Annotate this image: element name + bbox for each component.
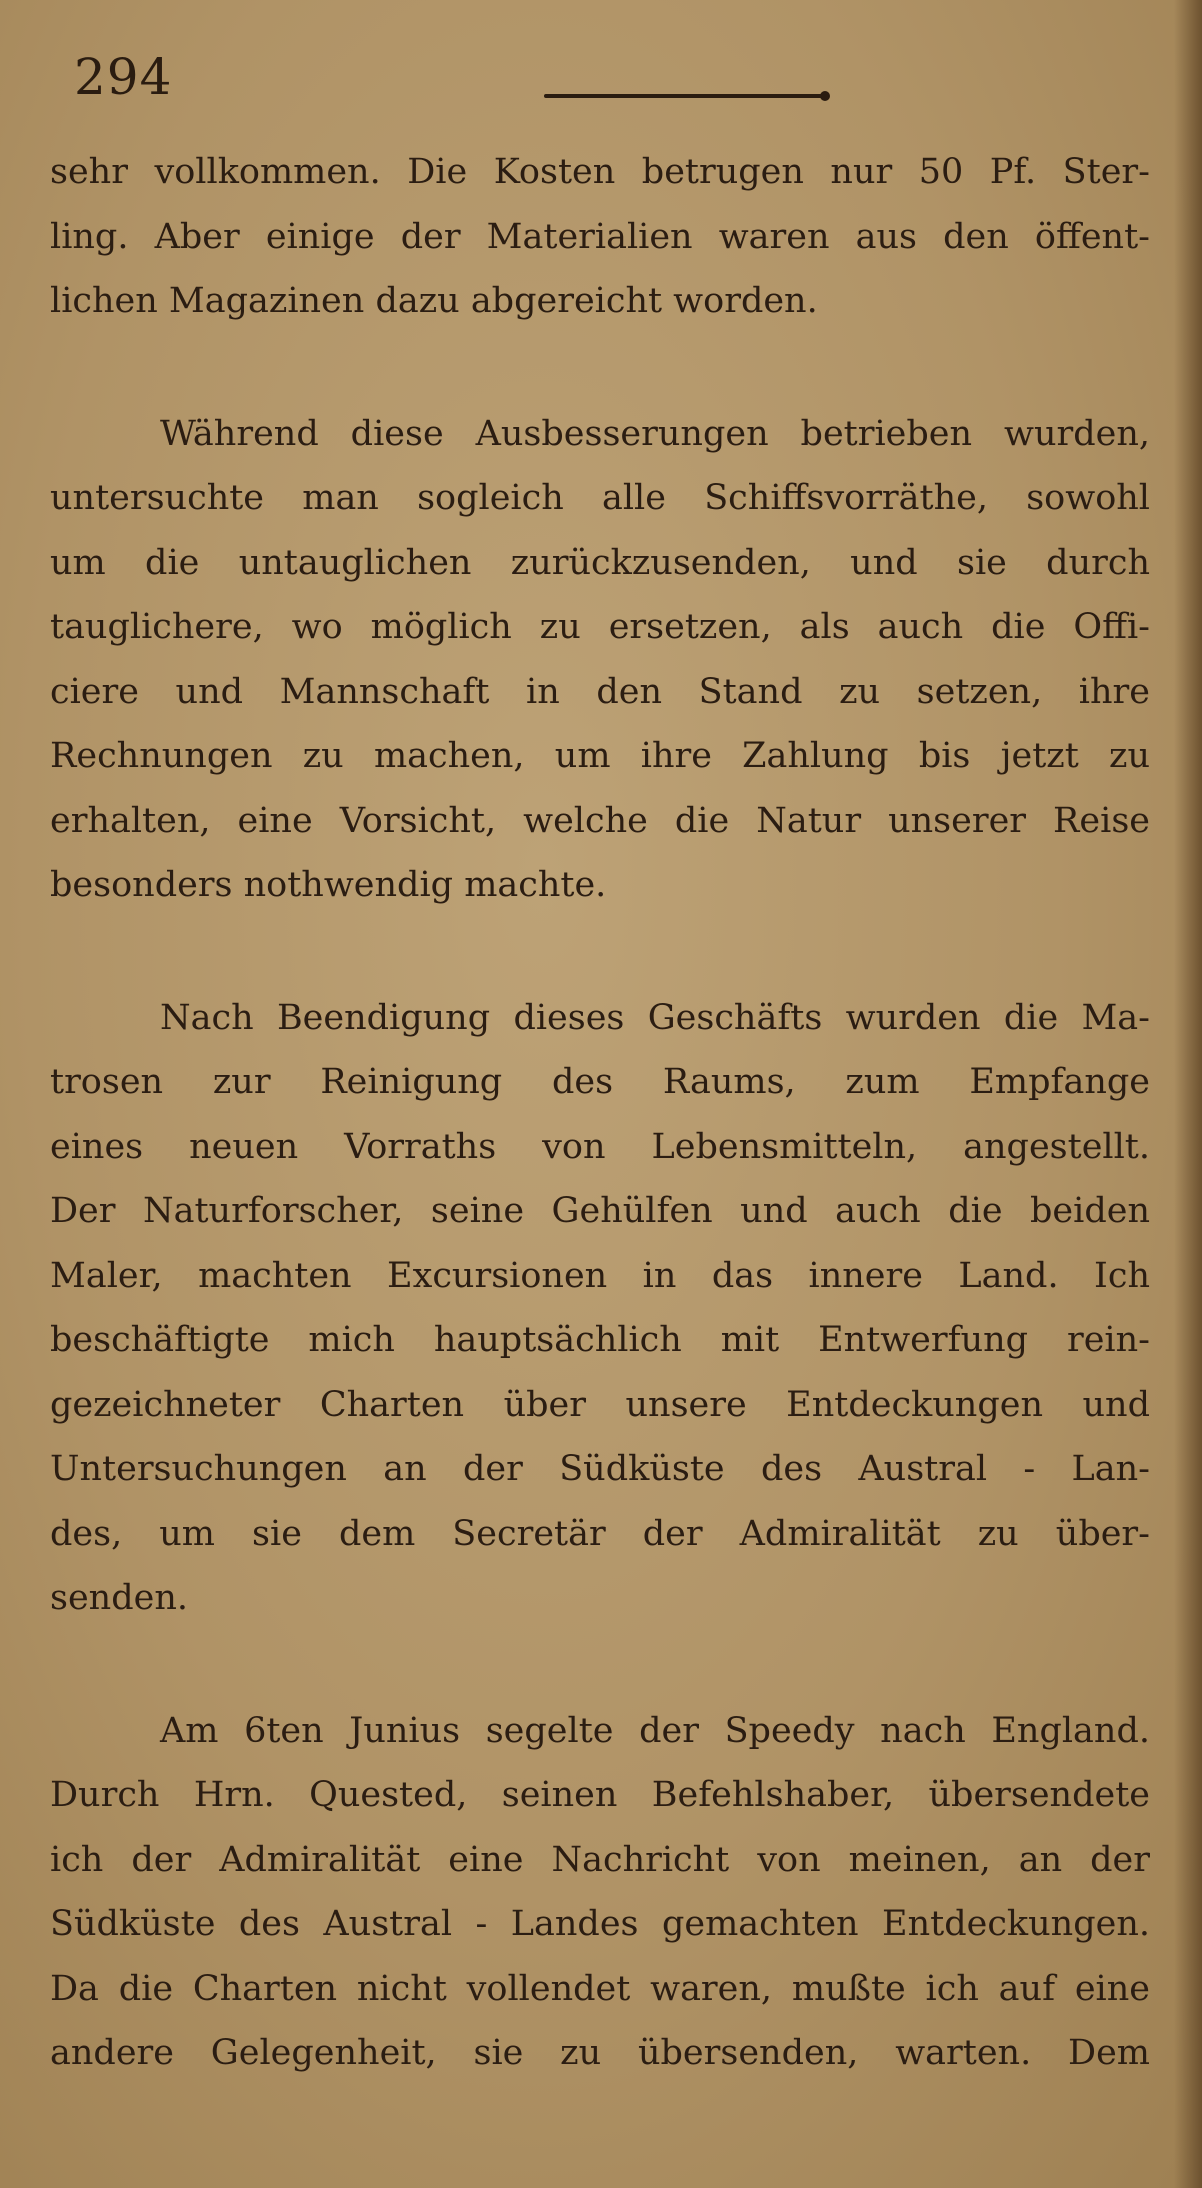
paragraph-2	[50, 402, 1150, 918]
text-line: ling. Aber einige der Materialien waren aus den öffent-	[50, 216, 1150, 257]
text-line: Maler, machten Excursionen in das innere Land. Ich	[50, 1255, 1150, 1296]
text-line: ciere und Mannschaft in den Stand zu setzen, ihre	[50, 671, 1150, 712]
body-text	[50, 140, 1150, 2154]
text-line: besonders nothwendig machte.	[50, 865, 607, 905]
page-header	[74, 38, 1154, 118]
text-line: senden.	[50, 1578, 189, 1618]
text-line: erhalten, eine Vorsicht, welche die Natur unserer Reise	[50, 800, 1150, 841]
text-line: Während diese Ausbesserungen betrieben wurden,	[160, 413, 1150, 454]
paragraph-4	[50, 1699, 1150, 2086]
text-line: untersuchte man sogleich alle Schiffsvorräthe, sowohl	[50, 478, 1150, 518]
text-line: des, um sie dem Secretär der Admiralität zu über-	[50, 1513, 1150, 1554]
text-line: Der Naturforscher, seine Gehülfen und auch die beiden	[50, 1191, 1150, 1231]
text-line: sehr vollkommen. Die Kosten betrugen nur 50 Pf. Ster-	[50, 152, 1150, 192]
text-line: Durch Hrn. Quested, seinen Befehlshaber, übersendete	[50, 1775, 1150, 1815]
text-line: Südküste des Austral - Landes gemachten Entdeckungen.	[50, 1904, 1150, 1944]
text-line: tauglichere, wo möglich zu ersetzen, als auch die Offi-	[50, 607, 1150, 647]
header-ornament-rule	[544, 94, 824, 98]
text-line: Untersuchungen an der Südküste des Austral - Lan-	[50, 1449, 1150, 1489]
text-line: gezeichneter Charten über unsere Entdeckungen und	[50, 1384, 1150, 1425]
text-line: Rechnungen zu machen, um ihre Zahlung bis jetzt zu	[50, 736, 1150, 776]
page-number: 294	[74, 48, 173, 106]
text-line: beschäftigte mich hauptsächlich mit Entwerfung rein-	[50, 1320, 1150, 1360]
text-line: um die untauglichen zurückzusenden, und sie durch	[50, 542, 1150, 583]
text-line: lichen Magazinen dazu abgereicht worden.	[50, 281, 818, 321]
text-line: Am 6ten Junius segelte der Speedy nach England.	[160, 1710, 1150, 1751]
text-line: Da die Charten nicht vollendet waren, mußte ich auf eine	[50, 1968, 1150, 2009]
text-line: trosen zur Reinigung des Raums, zum Empfange	[50, 1062, 1150, 1102]
text-line: andere Gelegenheit, sie zu übersenden, warten. Dem	[50, 2033, 1150, 2073]
paragraph-3	[50, 986, 1150, 1631]
text-line: Nach Beendigung dieses Geschäfts wurden die Ma-	[160, 997, 1150, 1038]
text-line: eines neuen Vorraths von Lebensmitteln, angestellt.	[50, 1126, 1150, 1167]
paragraph-1	[50, 140, 1150, 334]
text-line: ich der Admiralität eine Nachricht von meinen, an der	[50, 1839, 1150, 1880]
